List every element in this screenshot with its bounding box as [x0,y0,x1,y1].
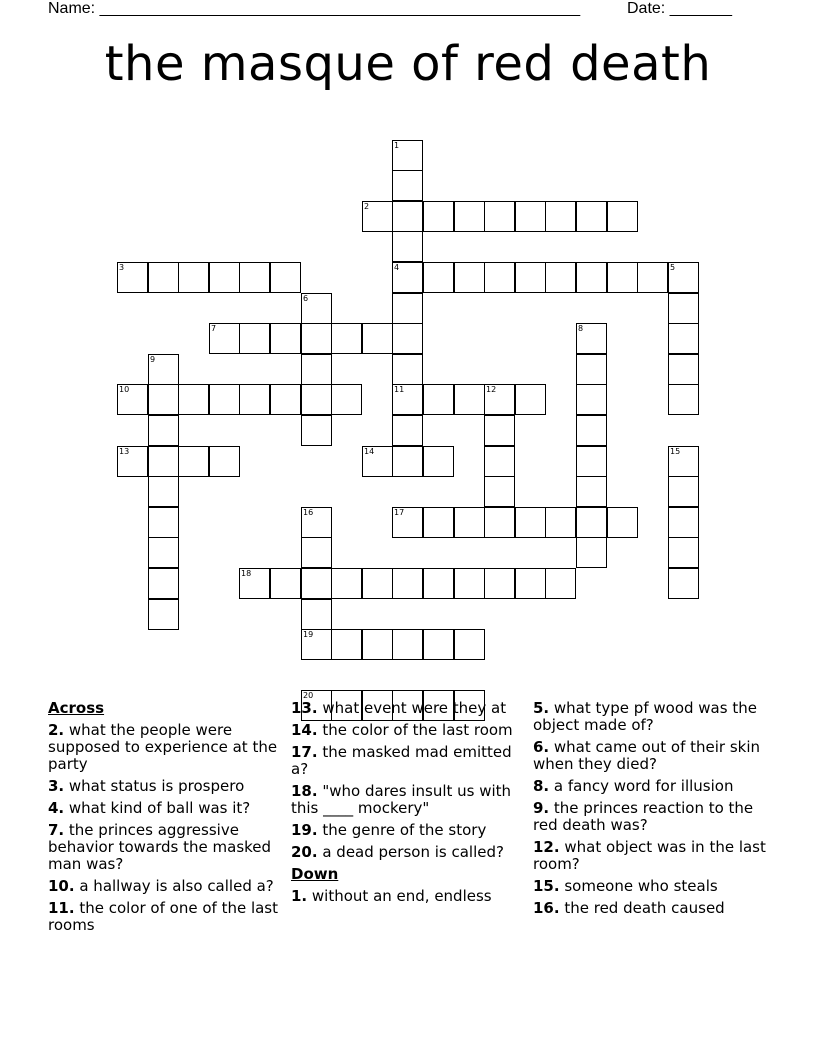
grid-cell[interactable] [668,293,699,324]
grid-cell[interactable] [484,415,515,446]
grid-cell[interactable] [362,629,393,660]
clue-item-number: 9. [533,799,550,817]
clue-number: 2 [364,202,370,211]
grid-cell[interactable] [576,415,607,446]
grid-cell[interactable] [178,384,209,415]
grid-cell[interactable] [668,568,699,599]
grid-cell[interactable] [301,384,332,415]
grid-cell[interactable] [423,262,454,293]
grid-cell[interactable] [392,568,423,599]
clue-item-number: 10. [48,877,75,895]
grid-cell[interactable] [239,384,270,415]
clue-item-number: 2. [48,721,65,739]
grid-cell[interactable] [484,384,515,415]
grid-cell[interactable] [576,323,607,354]
grid-cell[interactable] [576,262,607,293]
grid-cell[interactable] [515,384,546,415]
grid-cell[interactable] [576,201,607,232]
clue-number: 1 [394,141,400,150]
grid-cell[interactable] [148,599,179,630]
clue-item-text: a fancy word for illusion [549,777,734,795]
grid-cell[interactable] [423,507,454,538]
clue-item [48,722,283,773]
grid-cell[interactable] [362,568,393,599]
grid-cell[interactable] [668,476,699,507]
clue-item-text: a hallway is also called a? [74,877,274,895]
clue-item-number: 17. [291,743,318,761]
grid-cell[interactable] [148,415,179,446]
clue-item-text: a dead person is called? [317,843,504,861]
clue-item [533,739,768,773]
grid-cell[interactable] [117,262,148,293]
grid-cell[interactable] [454,568,485,599]
grid-cell[interactable] [515,201,546,232]
grid-cell[interactable] [392,507,423,538]
grid-cell[interactable] [270,384,301,415]
clue-column-1 [48,700,283,939]
clue-item-text: the red death caused [559,899,725,917]
clue-number: 13 [119,447,130,456]
clue-item-text: the genre of the story [317,821,487,839]
grid-cell[interactable] [392,415,423,446]
clue-item-text: what the people were supposed to experience at the party [48,721,278,773]
grid-cell[interactable] [668,354,699,385]
page-title: the masque of red death [104,36,712,92]
clue-number: 14 [364,447,375,456]
clue-item-number: 6. [533,738,550,756]
clue-item [533,878,768,895]
grid-cell[interactable] [576,384,607,415]
clue-item-text: what object was in the last room? [533,838,766,873]
grid-cell[interactable] [148,507,179,538]
grid-cell[interactable] [454,201,485,232]
grid-cell[interactable] [301,507,332,538]
grid-cell[interactable] [331,568,362,599]
grid-cell[interactable] [545,568,576,599]
grid-cell[interactable] [148,446,179,477]
clue-item [291,844,526,861]
grid-cell[interactable] [576,354,607,385]
grid-cell[interactable] [454,629,485,660]
clue-item-number: 7. [48,821,65,839]
grid-cell[interactable] [301,599,332,630]
grid-cell[interactable] [301,323,332,354]
grid-cell[interactable] [545,201,576,232]
grid-cell[interactable] [668,323,699,354]
grid-cell[interactable] [392,446,423,477]
clue-item [291,700,526,717]
grid-cell[interactable] [362,201,393,232]
clue-number: 3 [119,263,125,272]
clue-number: 7 [211,324,217,333]
grid-cell[interactable] [576,507,607,538]
clue-item [533,800,768,834]
grid-cell[interactable] [331,323,362,354]
grid-cell[interactable] [331,384,362,415]
grid-cell[interactable] [545,262,576,293]
clue-item-number: 8. [533,777,550,795]
grid-cell[interactable] [423,446,454,477]
clue-item [291,822,526,839]
clue-number: 17 [394,508,405,517]
grid-cell[interactable] [423,629,454,660]
grid-cell[interactable] [607,262,638,293]
grid-cell[interactable] [484,476,515,507]
clue-number: 12 [486,385,497,394]
clue-number: 19 [303,630,314,639]
grid-cell[interactable] [362,323,393,354]
grid-cell[interactable] [209,384,240,415]
grid-cell[interactable] [301,629,332,660]
clue-item [48,822,283,873]
grid-cell[interactable] [484,262,515,293]
grid-cell[interactable] [423,568,454,599]
clue-item-number: 13. [291,699,318,717]
across-clues-part-1 [48,722,283,934]
clue-number: 6 [303,294,309,303]
grid-cell[interactable] [545,507,576,538]
grid-cell[interactable] [301,293,332,324]
clue-number: 4 [394,263,400,272]
grid-cell[interactable] [668,384,699,415]
grid-cell[interactable] [301,568,332,599]
grid-cell[interactable] [239,262,270,293]
clue-item-number: 4. [48,799,65,817]
grid-cell[interactable] [209,262,240,293]
grid-cell[interactable] [362,446,393,477]
clue-item-text: what status is prospero [64,777,245,795]
clue-item [291,783,526,817]
clue-item-text: someone who steals [559,877,718,895]
grid-cell[interactable] [209,323,240,354]
grid-cell[interactable] [454,384,485,415]
grid-cell[interactable] [423,384,454,415]
grid-cell[interactable] [668,446,699,477]
grid-cell[interactable] [148,476,179,507]
grid-cell[interactable] [301,354,332,385]
down-clues-part-1 [291,888,526,905]
clue-item-text: the masked mad emitted a? [291,743,512,778]
grid-cell[interactable] [148,354,179,385]
grid-cell[interactable] [301,537,332,568]
grid-cell[interactable] [454,262,485,293]
grid-cell[interactable] [392,262,423,293]
clue-number: 11 [394,385,405,394]
grid-cell[interactable] [331,629,362,660]
down-clues-part-2 [533,700,768,917]
clue-item-number: 1. [291,887,308,905]
grid-cell[interactable] [515,262,546,293]
down-heading: Down [291,865,339,883]
clue-item-text: the princes reaction to the red death was? [533,799,754,834]
grid-cell[interactable] [484,507,515,538]
grid-cell[interactable] [515,568,546,599]
clue-number: 15 [670,447,681,456]
grid-cell[interactable] [239,568,270,599]
clue-item-text: what event were they at [317,699,507,717]
grid-cell[interactable] [148,537,179,568]
clue-item-number: 5. [533,699,550,717]
clue-item-number: 11. [48,899,75,917]
clue-item [48,878,283,895]
grid-cell[interactable] [117,446,148,477]
clue-number: 18 [241,569,252,578]
clue-item-number: 19. [291,821,318,839]
clue-number: 10 [119,385,130,394]
grid-cell[interactable] [392,323,423,354]
grid-cell[interactable] [484,568,515,599]
grid-cell[interactable] [392,231,423,262]
clue-number: 8 [578,324,584,333]
clue-item [291,744,526,778]
clue-number: 20 [303,691,314,700]
grid-cell[interactable] [668,262,699,293]
clue-item [533,900,768,917]
grid-cell[interactable] [515,507,546,538]
clue-item-number: 12. [533,838,560,856]
grid-cell[interactable] [178,262,209,293]
across-clues-part-2 [291,700,526,861]
clue-item [533,778,768,795]
grid-cell[interactable] [239,323,270,354]
grid-cell[interactable] [148,384,179,415]
grid-cell[interactable] [484,446,515,477]
grid-cell[interactable] [270,568,301,599]
clue-item [48,778,283,795]
grid-cell[interactable] [301,415,332,446]
grid-cell[interactable] [607,507,638,538]
clue-item-number: 20. [291,843,318,861]
grid-cell[interactable] [637,262,668,293]
clue-item-text: "who dares insult us with this ____ mockery" [291,782,512,817]
grid-cell[interactable] [576,537,607,568]
clue-number: 9 [150,355,156,364]
grid-cell[interactable] [423,201,454,232]
grid-cell[interactable] [270,323,301,354]
clue-item [291,722,526,739]
grid-cell[interactable] [148,568,179,599]
clue-item-text: without an end, endless [307,887,492,905]
grid-cell[interactable] [117,384,148,415]
clue-item [533,839,768,873]
clue-item-text: what came out of their skin when they died? [533,738,761,773]
grid-cell[interactable] [392,384,423,415]
grid-cell[interactable] [148,262,179,293]
grid-cell[interactable] [454,507,485,538]
across-heading: Across [48,699,105,717]
clue-item-number: 16. [533,899,560,917]
clue-item-text: the color of the last room [317,721,513,739]
grid-cell[interactable] [392,140,423,171]
grid-cell[interactable] [392,170,423,201]
grid-cell[interactable] [392,354,423,385]
clue-item-text: what type pf wood was the object made of? [533,699,757,734]
clue-item-text: what kind of ball was it? [64,799,251,817]
grid-cell[interactable] [484,201,515,232]
clue-item-number: 3. [48,777,65,795]
grid-cell[interactable] [576,476,607,507]
grid-cell[interactable] [392,293,423,324]
grid-cell[interactable] [209,446,240,477]
clue-item [533,700,768,734]
grid-cell[interactable] [392,629,423,660]
grid-cell[interactable] [576,446,607,477]
clue-item-number: 15. [533,877,560,895]
clue-item-number: 18. [291,782,318,800]
grid-cell[interactable] [270,262,301,293]
name-field-label: Name: ______________________________________________________ [48,0,581,17]
clue-number: 16 [303,508,314,517]
clue-item [291,888,526,905]
clue-item-text: the princes aggressive behavior towards the masked man was? [48,821,272,873]
clue-column-3 [533,700,768,922]
grid-cell[interactable] [668,537,699,568]
clue-item-number: 14. [291,721,318,739]
date-field-label: Date: _______ [627,0,732,17]
clue-item [48,800,283,817]
grid-cell[interactable] [607,201,638,232]
clue-number: 5 [670,263,676,272]
clue-item [48,900,283,934]
grid-cell[interactable] [392,201,423,232]
clue-item-text: the color of one of the last rooms [48,899,279,934]
grid-cell[interactable] [178,446,209,477]
clue-column-2 [291,700,526,910]
grid-cell[interactable] [668,507,699,538]
